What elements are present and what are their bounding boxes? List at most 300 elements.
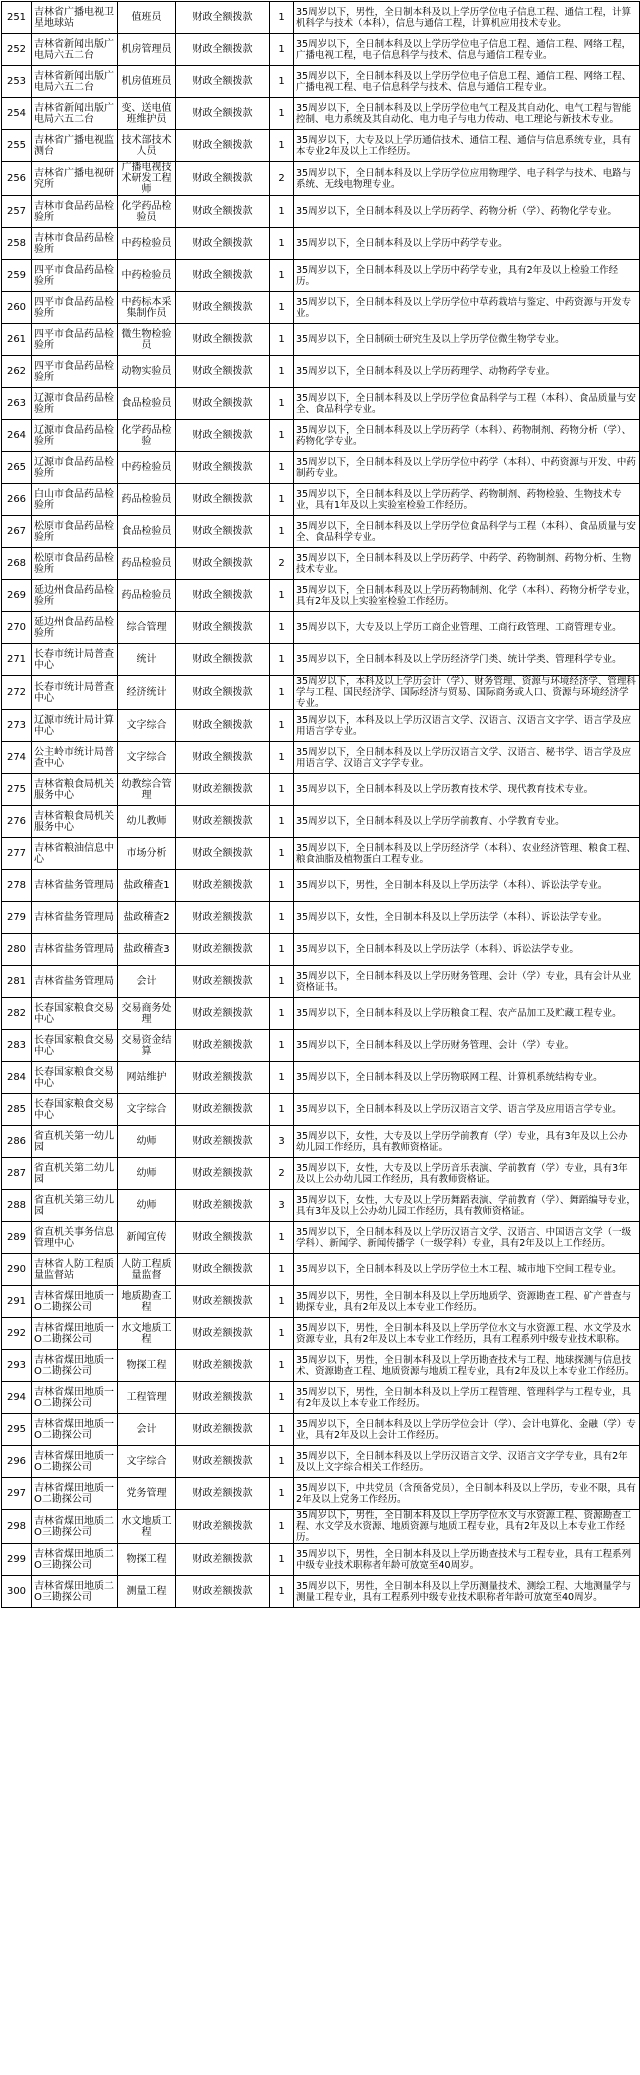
hire-count: 1 bbox=[270, 324, 294, 356]
position-name: 中药检验员 bbox=[118, 260, 176, 292]
employer-unit: 吉林省盐务管理局 bbox=[32, 934, 118, 966]
row-number: 255 bbox=[2, 130, 32, 162]
hire-count: 1 bbox=[270, 452, 294, 484]
employer-unit: 吉林省煤田地质二O三勘探公司 bbox=[32, 1576, 118, 1608]
hire-count: 1 bbox=[270, 1478, 294, 1510]
funding-type: 财政差额拨款 bbox=[176, 1446, 270, 1478]
funding-type: 财政差额拨款 bbox=[176, 1350, 270, 1382]
table-row bbox=[2, 1510, 640, 1544]
employer-unit: 吉林省人防工程质量监督站 bbox=[32, 1254, 118, 1286]
table-row bbox=[2, 1576, 640, 1608]
position-name: 人防工程质量监督 bbox=[118, 1254, 176, 1286]
hire-count: 2 bbox=[270, 1158, 294, 1190]
funding-type: 财政全额拨款 bbox=[176, 2, 270, 34]
hire-count: 1 bbox=[270, 1318, 294, 1350]
position-name: 网站维护 bbox=[118, 1062, 176, 1094]
funding-type: 财政全额拨款 bbox=[176, 388, 270, 420]
funding-type: 财政差额拨款 bbox=[176, 934, 270, 966]
recruitment-table bbox=[1, 1, 640, 1608]
row-number: 283 bbox=[2, 1030, 32, 1062]
hire-count: 2 bbox=[270, 162, 294, 196]
requirements: 35周岁以下，男性，全日制本科及以上学历学位水文与水资源工程、水文学及水资源专业，具有2年及以上本专业工作经历，具有工程系列中级专业技术职称。 bbox=[294, 1318, 640, 1350]
row-number: 274 bbox=[2, 742, 32, 774]
funding-type: 财政差额拨款 bbox=[176, 1158, 270, 1190]
position-name: 化学药品检验 bbox=[118, 420, 176, 452]
funding-type: 财政差额拨款 bbox=[176, 1382, 270, 1414]
table-row bbox=[2, 1094, 640, 1126]
hire-count: 1 bbox=[270, 2, 294, 34]
hire-count: 1 bbox=[270, 806, 294, 838]
position-name: 交易商务处理 bbox=[118, 998, 176, 1030]
table-row bbox=[2, 1062, 640, 1094]
funding-type: 财政差额拨款 bbox=[176, 998, 270, 1030]
employer-unit: 长春市统计局普查中心 bbox=[32, 676, 118, 710]
funding-type: 财政全额拨款 bbox=[176, 742, 270, 774]
employer-unit: 松原市食品药品检验所 bbox=[32, 548, 118, 580]
table-row bbox=[2, 1030, 640, 1062]
position-name: 幼儿教师 bbox=[118, 806, 176, 838]
employer-unit: 长春国家粮食交易中心 bbox=[32, 998, 118, 1030]
requirements: 35周岁以下，全日制本科及以上学历学位电子信息工程、通信工程、网络工程、广播电视工程、电子信息科学与技术、信息与通信工程专业。 bbox=[294, 66, 640, 98]
hire-count: 1 bbox=[270, 1286, 294, 1318]
employer-unit: 辽源市统计局计算中心 bbox=[32, 710, 118, 742]
row-number: 263 bbox=[2, 388, 32, 420]
employer-unit: 辽源市食品药品检验所 bbox=[32, 452, 118, 484]
funding-type: 财政差额拨款 bbox=[176, 1544, 270, 1576]
table-row bbox=[2, 902, 640, 934]
position-name: 技术部技术人员 bbox=[118, 130, 176, 162]
requirements: 35周岁以下，全日制本科及以上学历学位土木工程、城市地下空间工程专业。 bbox=[294, 1254, 640, 1286]
funding-type: 财政全额拨款 bbox=[176, 644, 270, 676]
funding-type: 财政全额拨款 bbox=[176, 324, 270, 356]
table-row bbox=[2, 324, 640, 356]
position-name: 文字综合 bbox=[118, 1094, 176, 1126]
table-row bbox=[2, 1190, 640, 1222]
table-row bbox=[2, 1414, 640, 1446]
employer-unit: 吉林省广播电视研究所 bbox=[32, 162, 118, 196]
row-number: 267 bbox=[2, 516, 32, 548]
requirements: 35周岁以下，全日制本科及以上学历学位中草药栽培与鉴定、中药资源与开发专业。 bbox=[294, 292, 640, 324]
employer-unit: 四平市食品药品检验所 bbox=[32, 292, 118, 324]
hire-count: 1 bbox=[270, 196, 294, 228]
position-name: 中药检验员 bbox=[118, 452, 176, 484]
position-name: 会计 bbox=[118, 1414, 176, 1446]
row-number: 285 bbox=[2, 1094, 32, 1126]
hire-count: 1 bbox=[270, 580, 294, 612]
requirements: 35周岁以下，全日制本科及以上学历经济学（本科）、农业经济管理、粮食工程、粮食油脂及植物蛋白工程专业。 bbox=[294, 838, 640, 870]
requirements: 35周岁以下，全日制本科及以上学历汉语言文学、汉语言、中国语言文学（一级学科）、新闻学、新闻传播学（一级学科）专业，具有2年及以上工作经历。 bbox=[294, 1222, 640, 1254]
position-name: 工程管理 bbox=[118, 1382, 176, 1414]
funding-type: 财政差额拨款 bbox=[176, 1576, 270, 1608]
hire-count: 1 bbox=[270, 998, 294, 1030]
table-row bbox=[2, 516, 640, 548]
funding-type: 财政差额拨款 bbox=[176, 1318, 270, 1350]
table-row bbox=[2, 452, 640, 484]
requirements: 35周岁以下，全日制本科及以上学历经济学门类、统计学类、管理科学专业。 bbox=[294, 644, 640, 676]
employer-unit: 吉林省广播电视监测台 bbox=[32, 130, 118, 162]
position-name: 幼师 bbox=[118, 1126, 176, 1158]
table-row bbox=[2, 34, 640, 66]
row-number: 252 bbox=[2, 34, 32, 66]
requirements: 35周岁以下，中共党员（含预备党员），全日制本科及以上学历，专业不限，具有2年及以上党务工作经历。 bbox=[294, 1478, 640, 1510]
position-name: 值班员 bbox=[118, 2, 176, 34]
employer-unit: 长春国家粮食交易中心 bbox=[32, 1030, 118, 1062]
position-name: 文字综合 bbox=[118, 710, 176, 742]
hire-count: 1 bbox=[270, 934, 294, 966]
table-row bbox=[2, 1544, 640, 1576]
hire-count: 1 bbox=[270, 838, 294, 870]
requirements: 35周岁以下，全日制本科及以上学历汉语言文学、汉语言文字学专业，具有2年及以上文字综合相关工作经历。 bbox=[294, 1446, 640, 1478]
employer-unit: 四平市食品药品检验所 bbox=[32, 356, 118, 388]
requirements: 35周岁以下，本科及以上学历汉语言文学、汉语言、汉语言文字学、语言学及应用语言学专业。 bbox=[294, 710, 640, 742]
table-row bbox=[2, 742, 640, 774]
requirements: 35周岁以下，全日制本科及以上学历药学、药物分析（学）、药物化学专业。 bbox=[294, 196, 640, 228]
hire-count: 1 bbox=[270, 516, 294, 548]
requirements: 35周岁以下，全日制本科及以上学历药学、药物制剂、药物检验、生物技术专业，具有1年及以上实验室检验工作经历。 bbox=[294, 484, 640, 516]
employer-unit: 吉林省广播电视卫星地球站 bbox=[32, 2, 118, 34]
row-number: 279 bbox=[2, 902, 32, 934]
hire-count: 1 bbox=[270, 1222, 294, 1254]
row-number: 271 bbox=[2, 644, 32, 676]
table-row bbox=[2, 838, 640, 870]
row-number: 270 bbox=[2, 612, 32, 644]
row-number: 296 bbox=[2, 1446, 32, 1478]
employer-unit: 省直机关第三幼儿园 bbox=[32, 1190, 118, 1222]
employer-unit: 吉林省煤田地质一O二勘探公司 bbox=[32, 1414, 118, 1446]
funding-type: 财政差额拨款 bbox=[176, 806, 270, 838]
requirements: 35周岁以下，男性，全日制本科及以上学历工程管理、管理科学与工程专业，具有2年及以上本专业工作经历。 bbox=[294, 1382, 640, 1414]
requirements: 35周岁以下，全日制本科及以上学历学前教育、小学教育专业。 bbox=[294, 806, 640, 838]
funding-type: 财政全额拨款 bbox=[176, 66, 270, 98]
funding-type: 财政全额拨款 bbox=[176, 34, 270, 66]
row-number: 259 bbox=[2, 260, 32, 292]
table-row bbox=[2, 388, 640, 420]
employer-unit: 吉林市食品药品检验所 bbox=[32, 196, 118, 228]
table-row bbox=[2, 870, 640, 902]
row-number: 268 bbox=[2, 548, 32, 580]
employer-unit: 吉林省煤田地质一O二勘探公司 bbox=[32, 1478, 118, 1510]
funding-type: 财政全额拨款 bbox=[176, 1254, 270, 1286]
row-number: 261 bbox=[2, 324, 32, 356]
funding-type: 财政全额拨款 bbox=[176, 356, 270, 388]
requirements: 35周岁以下，全日制本科及以上学历学位食品科学与工程（本科）、食品质量与安全、食品科学专业。 bbox=[294, 388, 640, 420]
row-number: 254 bbox=[2, 98, 32, 130]
employer-unit: 吉林省粮油信息中心 bbox=[32, 838, 118, 870]
employer-unit: 吉林省煤田地质二O三勘探公司 bbox=[32, 1510, 118, 1544]
requirements: 35周岁以下，男性，全日制本科及以上学历法学（本科）、诉讼法学专业。 bbox=[294, 870, 640, 902]
row-number: 282 bbox=[2, 998, 32, 1030]
hire-count: 1 bbox=[270, 742, 294, 774]
table-row bbox=[2, 420, 640, 452]
position-name: 水文地质工程 bbox=[118, 1318, 176, 1350]
employer-unit: 松原市食品药品检验所 bbox=[32, 516, 118, 548]
position-name: 中药标本采集制作员 bbox=[118, 292, 176, 324]
employer-unit: 吉林省煤田地质一O二勘探公司 bbox=[32, 1286, 118, 1318]
hire-count: 1 bbox=[270, 1544, 294, 1576]
table-row bbox=[2, 260, 640, 292]
position-name: 综合管理 bbox=[118, 612, 176, 644]
row-number: 273 bbox=[2, 710, 32, 742]
table-row bbox=[2, 228, 640, 260]
employer-unit: 吉林省盐务管理局 bbox=[32, 902, 118, 934]
position-name: 盐政稽查1 bbox=[118, 870, 176, 902]
requirements: 35周岁以下，全日制本科及以上学历中药学专业。 bbox=[294, 228, 640, 260]
table-row bbox=[2, 98, 640, 130]
row-number: 260 bbox=[2, 292, 32, 324]
position-name: 盐政稽查3 bbox=[118, 934, 176, 966]
employer-unit: 吉林省煤田地质一O二勘探公司 bbox=[32, 1446, 118, 1478]
table-row bbox=[2, 580, 640, 612]
table-row bbox=[2, 1382, 640, 1414]
position-name: 经济统计 bbox=[118, 676, 176, 710]
requirements: 35周岁以下，全日制本科及以上学历学位会计（学）、会计电算化、金融（学）专业，具有2年及以上会计工作经历。 bbox=[294, 1414, 640, 1446]
requirements: 35周岁以下，全日制本科及以上学历学位食品科学与工程（本科）、食品质量与安全、食品科学专业。 bbox=[294, 516, 640, 548]
row-number: 269 bbox=[2, 580, 32, 612]
employer-unit: 辽源市食品药品检验所 bbox=[32, 420, 118, 452]
funding-type: 财政差额拨款 bbox=[176, 966, 270, 998]
row-number: 292 bbox=[2, 1318, 32, 1350]
requirements: 35周岁以下，全日制本科及以上学历学位应用物理学、电子科学与技术、电路与系统、无线电物理专业。 bbox=[294, 162, 640, 196]
row-number: 297 bbox=[2, 1478, 32, 1510]
row-number: 264 bbox=[2, 420, 32, 452]
table-row bbox=[2, 934, 640, 966]
funding-type: 财政全额拨款 bbox=[176, 292, 270, 324]
table-row bbox=[2, 1478, 640, 1510]
funding-type: 财政全额拨款 bbox=[176, 196, 270, 228]
position-name: 新闻宣传 bbox=[118, 1222, 176, 1254]
requirements: 35周岁以下，全日制本科及以上学历财务管理、会计（学）专业，具有会计从业资格证书。 bbox=[294, 966, 640, 998]
position-name: 动物实验员 bbox=[118, 356, 176, 388]
requirements: 35周岁以下，男性，全日制本科及以上学历勘查技术与工程、地球探测与信息技术、资源勘查工程、地质资源与地质工程专业，具有2年及以上本专业工作经历。 bbox=[294, 1350, 640, 1382]
row-number: 298 bbox=[2, 1510, 32, 1544]
row-number: 258 bbox=[2, 228, 32, 260]
employer-unit: 吉林省新闻出版广电局六五二台 bbox=[32, 34, 118, 66]
row-number: 277 bbox=[2, 838, 32, 870]
table-row bbox=[2, 1286, 640, 1318]
hire-count: 1 bbox=[270, 612, 294, 644]
funding-type: 财政全额拨款 bbox=[176, 260, 270, 292]
requirements: 35周岁以下，大专及以上学历通信技术、通信工程、通信与信息系统专业，具有本专业2年及以上工作经历。 bbox=[294, 130, 640, 162]
employer-unit: 白山市食品药品检验所 bbox=[32, 484, 118, 516]
employer-unit: 吉林省煤田地质一O二勘探公司 bbox=[32, 1350, 118, 1382]
employer-unit: 长春国家粮食交易中心 bbox=[32, 1094, 118, 1126]
hire-count: 1 bbox=[270, 356, 294, 388]
employer-unit: 吉林省新闻出版广电局六五二台 bbox=[32, 98, 118, 130]
position-name: 交易资金结算 bbox=[118, 1030, 176, 1062]
funding-type: 财政全额拨款 bbox=[176, 484, 270, 516]
requirements: 35周岁以下，全日制本科及以上学历汉语言文学、语言学及应用语言学专业。 bbox=[294, 1094, 640, 1126]
hire-count: 1 bbox=[270, 292, 294, 324]
hire-count: 2 bbox=[270, 548, 294, 580]
funding-type: 财政全额拨款 bbox=[176, 580, 270, 612]
employer-unit: 公主岭市统计局普查中心 bbox=[32, 742, 118, 774]
position-name: 物探工程 bbox=[118, 1544, 176, 1576]
requirements: 35周岁以下，大专及以上学历工商企业管理、工商行政管理、工商管理专业。 bbox=[294, 612, 640, 644]
table-row bbox=[2, 1446, 640, 1478]
funding-type: 财政差额拨款 bbox=[176, 1414, 270, 1446]
table-row bbox=[2, 966, 640, 998]
funding-type: 财政差额拨款 bbox=[176, 1062, 270, 1094]
row-number: 291 bbox=[2, 1286, 32, 1318]
funding-type: 财政全额拨款 bbox=[176, 1222, 270, 1254]
hire-count: 1 bbox=[270, 710, 294, 742]
table-row bbox=[2, 162, 640, 196]
requirements: 35周岁以下，女性，大专及以上学历舞蹈表演、学前教育（学）、舞蹈编导专业，具有3年及以上公办幼儿园工作经历，具有教师资格证。 bbox=[294, 1190, 640, 1222]
table-row bbox=[2, 1318, 640, 1350]
hire-count: 1 bbox=[270, 1382, 294, 1414]
requirements: 35周岁以下，男性，全日制本科及以上学历测量技术、测绘工程、大地测量学与测量工程专业，具有工程系列中级专业技术职称者年龄可放宽至40周岁。 bbox=[294, 1576, 640, 1608]
row-number: 256 bbox=[2, 162, 32, 196]
position-name: 食品检验员 bbox=[118, 388, 176, 420]
position-name: 广播电视技术研发工程师 bbox=[118, 162, 176, 196]
requirements: 35周岁以下，全日制本科及以上学历学位电子信息工程、通信工程、网络工程，广播电视工程，电子信息科学与技术、信息与通信工程专业。 bbox=[294, 34, 640, 66]
employer-unit: 吉林省粮食局机关服务中心 bbox=[32, 774, 118, 806]
position-name: 地质勘查工程 bbox=[118, 1286, 176, 1318]
position-name: 药品检验员 bbox=[118, 548, 176, 580]
funding-type: 财政全额拨款 bbox=[176, 548, 270, 580]
table-row bbox=[2, 292, 640, 324]
employer-unit: 省直机关第一幼儿园 bbox=[32, 1126, 118, 1158]
table-row bbox=[2, 774, 640, 806]
requirements: 35周岁以下，男性，全日制本科及以上学历学位水文与水资源工程、资源勘查工程、水文学及水资源、地质资源与地质工程专业，具有2年及以上本专业工作经历。 bbox=[294, 1510, 640, 1544]
row-number: 251 bbox=[2, 2, 32, 34]
hire-count: 1 bbox=[270, 1446, 294, 1478]
requirements: 35周岁以下，全日制本科及以上学历法学（本科）、诉讼法学专业。 bbox=[294, 934, 640, 966]
row-number: 272 bbox=[2, 676, 32, 710]
requirements: 35周岁以下，女性，大专及以上学历学前教育（学）专业，具有3年及以上公办幼儿园工作经历，具有教师资格证。 bbox=[294, 1126, 640, 1158]
funding-type: 财政全额拨款 bbox=[176, 516, 270, 548]
requirements: 35周岁以下，男性，全日制本科及以上学历勘查技术与工程专业，具有工程系列中级专业技术职称者年龄可放宽至40周岁。 bbox=[294, 1544, 640, 1576]
position-name: 党务管理 bbox=[118, 1478, 176, 1510]
position-name: 食品检验员 bbox=[118, 516, 176, 548]
hire-count: 1 bbox=[270, 1094, 294, 1126]
hire-count: 1 bbox=[270, 484, 294, 516]
employer-unit: 辽源市食品药品检验所 bbox=[32, 388, 118, 420]
hire-count: 1 bbox=[270, 1414, 294, 1446]
funding-type: 财政全额拨款 bbox=[176, 710, 270, 742]
table-row bbox=[2, 710, 640, 742]
hire-count: 1 bbox=[270, 260, 294, 292]
requirements: 35周岁以下，本科及以上学历会计（学）、财务管理、资源与环境经济学、管理科学与工程、国民经济学、国际经济与贸易、国际商务或人口、资源与环境经济学专业。 bbox=[294, 676, 640, 710]
position-name: 幼师 bbox=[118, 1158, 176, 1190]
row-number: 253 bbox=[2, 66, 32, 98]
row-number: 288 bbox=[2, 1190, 32, 1222]
funding-type: 财政全额拨款 bbox=[176, 98, 270, 130]
table-row bbox=[2, 196, 640, 228]
position-name: 幼教综合管理 bbox=[118, 774, 176, 806]
hire-count: 1 bbox=[270, 98, 294, 130]
employer-unit: 吉林省盐务管理局 bbox=[32, 870, 118, 902]
table-row bbox=[2, 644, 640, 676]
funding-type: 财政差额拨款 bbox=[176, 774, 270, 806]
row-number: 262 bbox=[2, 356, 32, 388]
row-number: 300 bbox=[2, 1576, 32, 1608]
position-name: 测量工程 bbox=[118, 1576, 176, 1608]
hire-count: 1 bbox=[270, 966, 294, 998]
row-number: 286 bbox=[2, 1126, 32, 1158]
row-number: 295 bbox=[2, 1414, 32, 1446]
requirements: 35周岁以下，全日制本科及以上学历物联网工程、计算机系统结构专业。 bbox=[294, 1062, 640, 1094]
funding-type: 财政差额拨款 bbox=[176, 1478, 270, 1510]
requirements: 35周岁以下，男性，全日制本科及以上学历地质学、资源勘查工程、矿产普查与勘探专业，具有2年及以上本专业工作经历。 bbox=[294, 1286, 640, 1318]
table-row bbox=[2, 612, 640, 644]
position-name: 物探工程 bbox=[118, 1350, 176, 1382]
hire-count: 3 bbox=[270, 1126, 294, 1158]
employer-unit: 省直机关第二幼儿园 bbox=[32, 1158, 118, 1190]
position-name: 药品检验员 bbox=[118, 484, 176, 516]
table-row bbox=[2, 484, 640, 516]
position-name: 机房管理员 bbox=[118, 34, 176, 66]
funding-type: 财政差额拨款 bbox=[176, 902, 270, 934]
row-number: 257 bbox=[2, 196, 32, 228]
funding-type: 财政差额拨款 bbox=[176, 1510, 270, 1544]
row-number: 275 bbox=[2, 774, 32, 806]
funding-type: 财政差额拨款 bbox=[176, 1190, 270, 1222]
position-name: 中药检验员 bbox=[118, 228, 176, 260]
requirements: 35周岁以下，全日制本科及以上学历药学、中药学、药物制剂、药物分析、生物技术专业。 bbox=[294, 548, 640, 580]
row-number: 265 bbox=[2, 452, 32, 484]
funding-type: 财政全额拨款 bbox=[176, 130, 270, 162]
funding-type: 财政全额拨款 bbox=[176, 676, 270, 710]
table-row bbox=[2, 806, 640, 838]
requirements: 35周岁以下，全日制本科及以上学历学位电气工程及其自动化、电气工程与智能控制、电力系统及其自动化、电力电子与电力传动、电工理论与新技术专业。 bbox=[294, 98, 640, 130]
hire-count: 1 bbox=[270, 228, 294, 260]
employer-unit: 四平市食品药品检验所 bbox=[32, 260, 118, 292]
requirements: 35周岁以下，全日制本科及以上学历药理学、动物药学专业。 bbox=[294, 356, 640, 388]
row-number: 299 bbox=[2, 1544, 32, 1576]
table-row bbox=[2, 2, 640, 34]
funding-type: 财政全额拨款 bbox=[176, 228, 270, 260]
funding-type: 财政全额拨款 bbox=[176, 452, 270, 484]
funding-type: 财政差额拨款 bbox=[176, 870, 270, 902]
position-name: 机房值班员 bbox=[118, 66, 176, 98]
hire-count: 1 bbox=[270, 34, 294, 66]
position-name: 幼师 bbox=[118, 1190, 176, 1222]
requirements: 35周岁以下，男性，全日制本科及以上学历学位电子信息工程、通信工程，计算机科学与技术（本科），信息与通信工程，计算机应用技术专业。 bbox=[294, 2, 640, 34]
employer-unit: 延边州食品药品检验所 bbox=[32, 580, 118, 612]
funding-type: 财政差额拨款 bbox=[176, 1286, 270, 1318]
table-row bbox=[2, 1126, 640, 1158]
row-number: 281 bbox=[2, 966, 32, 998]
hire-count: 1 bbox=[270, 1254, 294, 1286]
hire-count: 1 bbox=[270, 1030, 294, 1062]
position-name: 水文地质工程 bbox=[118, 1510, 176, 1544]
row-number: 294 bbox=[2, 1382, 32, 1414]
employer-unit: 吉林省盐务管理局 bbox=[32, 966, 118, 998]
employer-unit: 吉林市食品药品检验所 bbox=[32, 228, 118, 260]
position-name: 盐政稽查2 bbox=[118, 902, 176, 934]
position-name: 文字综合 bbox=[118, 742, 176, 774]
row-number: 293 bbox=[2, 1350, 32, 1382]
hire-count: 1 bbox=[270, 644, 294, 676]
row-number: 276 bbox=[2, 806, 32, 838]
employer-unit: 长春市统计局普查中心 bbox=[32, 644, 118, 676]
employer-unit: 省直机关事务信息管理中心 bbox=[32, 1222, 118, 1254]
position-name: 药品检验员 bbox=[118, 580, 176, 612]
table-row bbox=[2, 548, 640, 580]
hire-count: 1 bbox=[270, 66, 294, 98]
row-number: 266 bbox=[2, 484, 32, 516]
table-body bbox=[2, 2, 640, 1608]
hire-count: 1 bbox=[270, 1350, 294, 1382]
funding-type: 财政差额拨款 bbox=[176, 1126, 270, 1158]
employer-unit: 吉林省煤田地质一O二勘探公司 bbox=[32, 1318, 118, 1350]
hire-count: 1 bbox=[270, 676, 294, 710]
position-name: 市场分析 bbox=[118, 838, 176, 870]
table-row bbox=[2, 1254, 640, 1286]
row-number: 287 bbox=[2, 1158, 32, 1190]
table-row bbox=[2, 356, 640, 388]
